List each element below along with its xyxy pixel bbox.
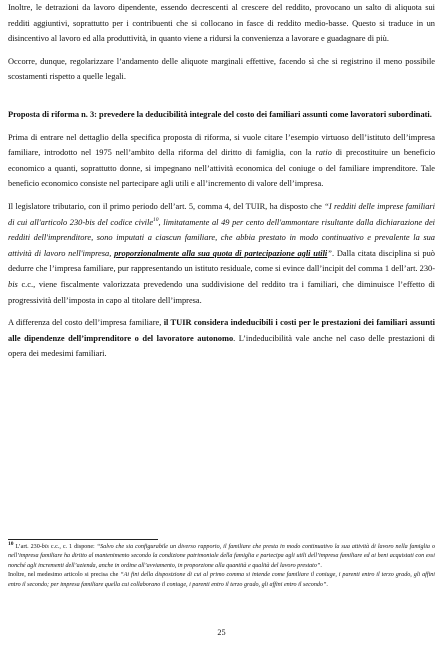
- paragraph-3: Prima di entrare nel dettaglio della specifica proposta di riforma, si vuole citare l’esempio virtuoso dell’istituto dell’impresa familiare, introdotto nel 1975 nell’ambito della riforma del diritto di famiglia, con la ratio di precostituire un beneficio economico a quanti, soprattutto donne, si impegnano nell’attività economica del coniuge o del familiare imprenditore. Tale beneficio economico consiste nel partecipare agli utili e all’incremento di valore dell’impresa.: [8, 132, 436, 189]
- footnote-separator: [8, 539, 158, 540]
- paragraph-1: Inoltre, le detrazioni da lavoro dipendente, essendo decrescenti al crescere del reddito, provocano un salto di aliquota sui redditi aggiuntivi, soprattutto per i contribuenti che si collocano in fasce di reddito medio-basse. Questo si traduce in un disincentivo al lavoro ed alla produttività, in quanto viene a ridursi la convenienza a lavorare e guadagnare di più.: [8, 3, 435, 44]
- paragraph-4: Il legislatore tributario, con il primo periodo dell’art. 5, comma 4, del TUIR, ha disposto che “I redditi delle imprese familiari di cui all'articolo 230-bis del codice civile$^{10}$, limitatamente al 49 per cento dell'ammontare risultante dalla dichiarazione dei redditi dell'imprenditore, sono imputati a ciascun familiare, che abbia prestato in modo continuativo e prevalente la sua attività di lavoro nell'impresa, proporzionalmente alla sua quota di partecipazione agli utili”. Dalla citata disciplina si può dedurre che l’impresa familiare, pur rappresentando un istituto residuale, come si evince dall’incipit del comma 1 dell’art. 230-bis c.c., viene fiscalmente valorizzata prevedendo una suddivisione del reddito tra i familiari, che diminuisce l’effetto di progressività dell’imposta in capo al titolare dell’impresa.: [8, 201, 435, 305]
- footnote-ref[interactable]: 10: [153, 216, 159, 223]
- footnote-10: $^{10}$ L’art. 230-bis c.c., c. 1 dispone: “Salvo che sia configurabile un diverso rapporto, il familiare che presta in modo continuativo la sua attività di lavoro nella famiglia o nell’impresa familiare ha diritto al mantenimento secondo la condizione patrimoniale della famiglia e partecipa agli utili dell’impresa familiare ed ai beni acquistati con essi nonché agli incrementi dell’azienda, anche in ordine all’avviamento, in proporzione alla quantità e qualità del lavoro prestato”. Inoltre, nel medesimo articolo si precisa che “Ai fini della disposizione di cui al primo comma si intende come familiare il coniuge, i parenti entro il terzo grado, gli affini entro il secondo; per impresa familiare quella cui collaborano il coniuge, i parenti entro il terzo grado, gli affini entro il secondo”.: [8, 540, 436, 588]
- paragraph-5: A differenza del costo dell’impresa familiare, il TUIR considera indeducibili i costi per le prestazioni dei familiari assunti alle dipendenze dell’imprenditore o del lavoratore autonomo. L’indeducibilità vale anche nel caso delle prestazioni di opera dei medesimi familiari.: [8, 318, 436, 359]
- paragraph-2: Occorre, dunque, regolarizzare l’andamento delle aliquote marginali effettive, facendo sì che si registrino il meno possibile scostamenti rispetto a quelle legali.: [8, 56, 435, 82]
- page-number: 25: [217, 628, 226, 637]
- section-heading: Proposta di riforma n. 3: prevedere la deducibilità integrale del costo dei familiari assunti come lavoratori subordinati.: [8, 109, 432, 119]
